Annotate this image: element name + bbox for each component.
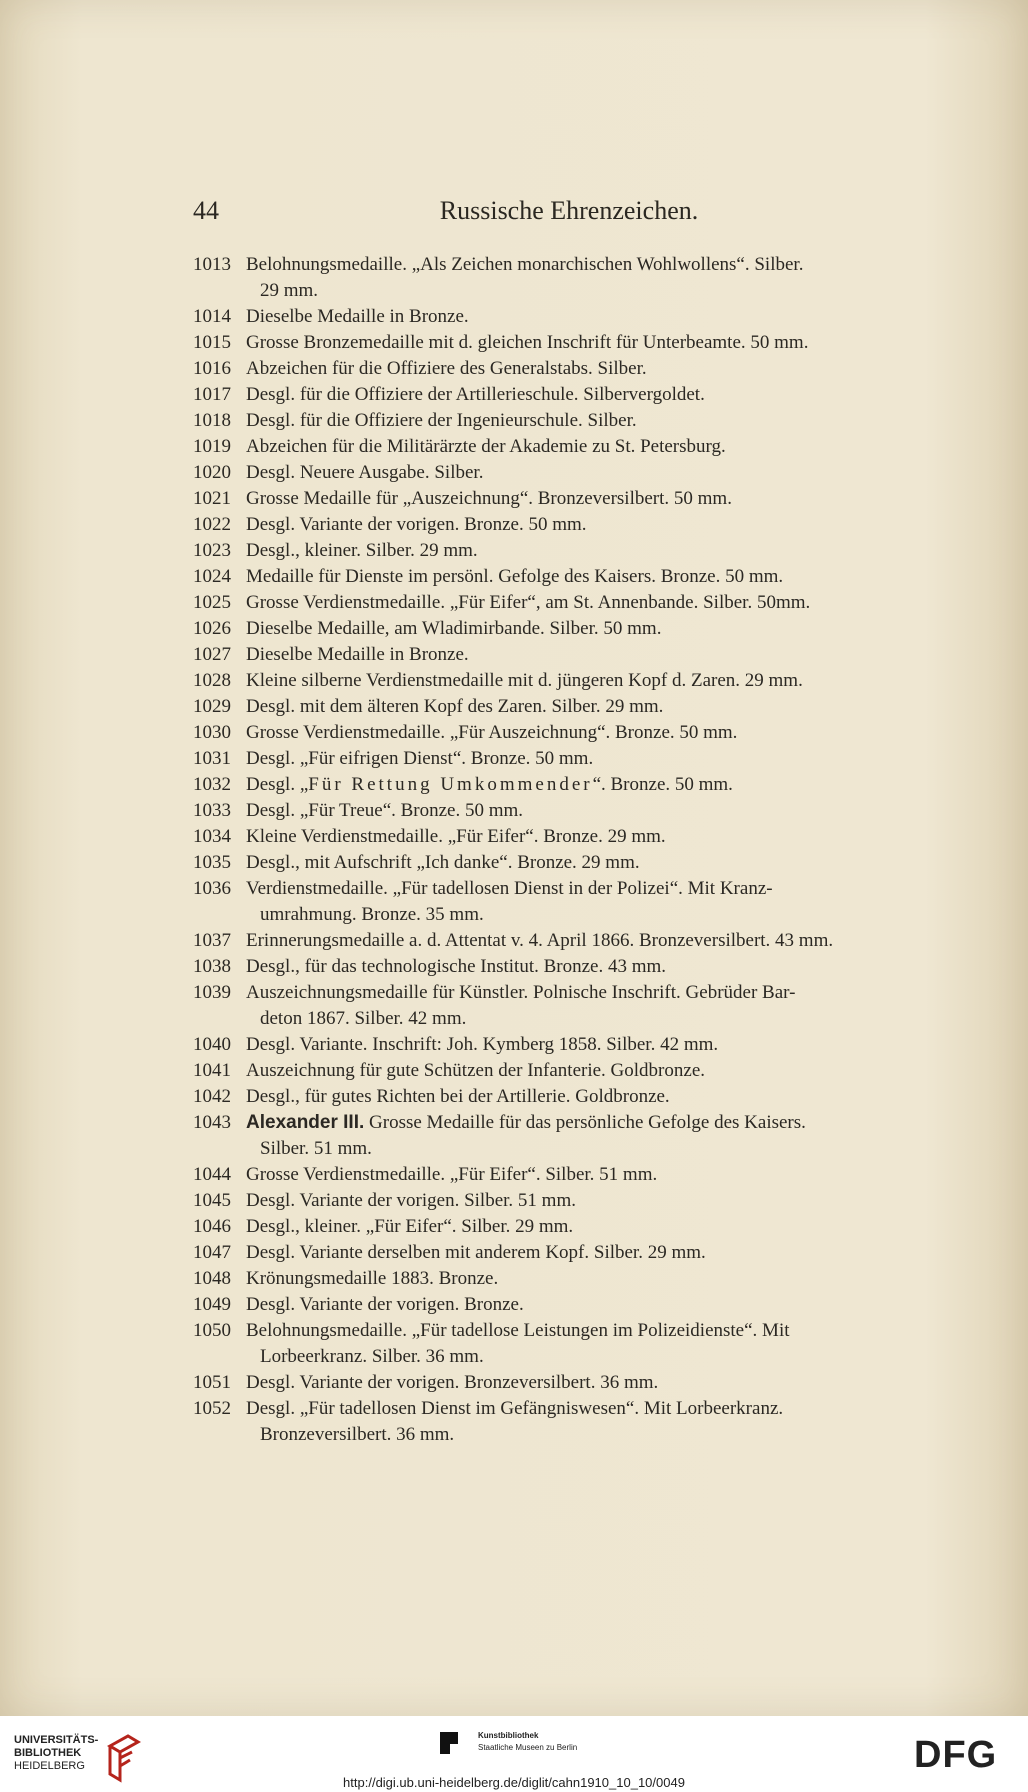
- catalog-entry: [193, 590, 945, 616]
- entry-text: Desgl., kleiner. „Für Eifer“. Silber. 29 mm.: [246, 1216, 574, 1237]
- catalog-entry: [193, 1214, 945, 1240]
- footer-bar: [0, 1716, 1028, 1792]
- catalog-entry: [193, 330, 945, 356]
- catalog-entries: [193, 252, 945, 1448]
- entry-number: 1019: [193, 436, 231, 457]
- catalog-entry: [193, 1396, 945, 1448]
- entry-number: 1047: [193, 1242, 231, 1263]
- entry-number: 1022: [193, 514, 231, 535]
- entry-description: [246, 876, 945, 928]
- entry-continuation: Silber. 51 mm.: [260, 1138, 372, 1159]
- entry-number: 1035: [193, 852, 231, 873]
- catalog-entry: [193, 564, 945, 590]
- ub-logo-line: BIBLIOTHEK: [14, 1747, 82, 1759]
- entry-text: Abzeichen für die Offiziere des Generalstabs. Silber.: [246, 358, 647, 379]
- entry-continuation: Bronzeversilbert. 36 mm.: [260, 1424, 455, 1445]
- entry-text: Belohnungsmedaille. „Für tadellose Leistungen im Polizeidienste“. Mit: [246, 1320, 790, 1341]
- entry-text: Dieselbe Medaille in Bronze.: [246, 644, 469, 665]
- entry-description: [246, 746, 945, 772]
- entry-description: [246, 356, 945, 382]
- entry-number: 1041: [193, 1060, 231, 1081]
- entry-text: Abzeichen für die Militärärzte der Akademie zu St. Petersburg.: [246, 436, 726, 457]
- catalog-entry: [193, 1084, 945, 1110]
- entry-number: 1042: [193, 1086, 231, 1107]
- entry-text: Dieselbe Medaille, am Wladimirbande. Silber. 50 mm.: [246, 618, 662, 639]
- catalog-entry: [193, 746, 945, 772]
- entry-number: 1030: [193, 722, 231, 743]
- catalog-entry: [193, 616, 945, 642]
- entry-description: [246, 954, 945, 980]
- entry-text: Kleine silberne Verdienstmedaille mit d. jüngeren Kopf d. Zaren. 29 mm.: [246, 670, 803, 691]
- entry-continuation: Lorbeerkranz. Silber. 36 mm.: [260, 1346, 484, 1367]
- entry-text: Desgl., kleiner. Silber. 29 mm.: [246, 540, 478, 561]
- entry-continuation: 29 mm.: [260, 280, 319, 301]
- catalog-entry: [193, 798, 945, 824]
- entry-description: [246, 850, 945, 876]
- entry-number: 1052: [193, 1398, 231, 1419]
- entry-description: [246, 642, 945, 668]
- entry-number: 1023: [193, 540, 231, 561]
- entry-description: [246, 1058, 945, 1084]
- kb-flag-icon: [438, 1730, 460, 1756]
- entry-text: Grosse Bronzemedaille mit d. gleichen Inschrift für Unterbeamte. 50 mm.: [246, 332, 809, 353]
- entry-description: [246, 382, 945, 408]
- entry-description: [246, 1162, 945, 1188]
- entry-description: [246, 1370, 945, 1396]
- entry-description: [246, 720, 945, 746]
- catalog-entry: [193, 876, 945, 928]
- entry-number: 1026: [193, 618, 231, 639]
- entry-text: Auszeichnung für gute Schützen der Infanterie. Goldbronze.: [246, 1060, 705, 1081]
- entry-description: [246, 980, 945, 1032]
- source-url-link[interactable]: http://digi.ub.uni-heidelberg.de/diglit/cahn1910_10_10/0049: [343, 1775, 685, 1790]
- catalog-entry: [193, 1318, 945, 1370]
- entry-number: 1044: [193, 1164, 231, 1185]
- catalog-entry: [193, 1058, 945, 1084]
- ruler-heading: Alexander III.: [246, 1112, 365, 1133]
- entry-description: [246, 824, 945, 850]
- kb-subtitle: Staatliche Museen zu Berlin: [478, 1743, 578, 1752]
- catalog-entry: [193, 512, 945, 538]
- entry-number: 1018: [193, 410, 231, 431]
- entry-number: 1050: [193, 1320, 231, 1341]
- entry-number: 1037: [193, 930, 231, 951]
- entry-description: [246, 1318, 945, 1370]
- entry-number: 1029: [193, 696, 231, 717]
- catalog-entry: [193, 460, 945, 486]
- entry-number: 1033: [193, 800, 231, 821]
- entry-text: Desgl., für das technologische Institut. Bronze. 43 mm.: [246, 956, 667, 977]
- entry-text: Desgl. „Für eifrigen Dienst“. Bronze. 50 mm.: [246, 748, 594, 769]
- catalog-entry: [193, 1188, 945, 1214]
- entry-text: Belohnungsmedaille. „Als Zeichen monarchischen Wohlwollens“. Silber.: [246, 254, 804, 275]
- catalog-entry: [193, 486, 945, 512]
- entry-description: [246, 772, 945, 798]
- catalog-entry: [193, 824, 945, 850]
- entry-description: [246, 1396, 945, 1448]
- entry-text: Desgl. Variante. Inschrift: Joh. Kymberg 1858. Silber. 42 mm.: [246, 1034, 719, 1055]
- entry-number: 1016: [193, 358, 231, 379]
- entry-description: [246, 668, 945, 694]
- entry-text: Kleine Verdienstmedaille. „Für Eifer“. Bronze. 29 mm.: [246, 826, 666, 847]
- entry-description: [246, 694, 945, 720]
- entry-text: Desgl., für gutes Richten bei der Artillerie. Goldbronze.: [246, 1086, 670, 1107]
- entry-text: Desgl. „Für Treue“. Bronze. 50 mm.: [246, 800, 524, 821]
- entry-number: 1038: [193, 956, 231, 977]
- entry-text: Desgl., mit Aufschrift „Ich danke“. Bronze. 29 mm.: [246, 852, 640, 873]
- entry-text: Desgl. „Für tadellosen Dienst im Gefängniswesen“. Mit Lorbeerkranz.: [246, 1398, 784, 1419]
- entry-description: [246, 928, 945, 954]
- entry-number: 1045: [193, 1190, 231, 1211]
- entry-description: [246, 512, 945, 538]
- entry-text: Grosse Verdienstmedaille. „Für Auszeichnung“. Bronze. 50 mm.: [246, 722, 738, 743]
- entry-number: 1046: [193, 1216, 231, 1237]
- entry-text: Grosse Medaille für das persönliche Gefolge des Kaisers.: [364, 1112, 806, 1133]
- entry-text: Desgl. Variante der vorigen. Bronzeversilbert. 36 mm.: [246, 1372, 659, 1393]
- entry-number: 1014: [193, 306, 231, 327]
- entry-text: Desgl. mit dem älteren Kopf des Zaren. Silber. 29 mm.: [246, 696, 664, 717]
- entry-text: Desgl. für die Offiziere der Ingenieurschule. Silber.: [246, 410, 637, 431]
- entry-number: 1015: [193, 332, 231, 353]
- entry-description: [246, 330, 945, 356]
- catalog-entry: [193, 642, 945, 668]
- catalog-entry: [193, 1162, 945, 1188]
- entry-text: Medaille für Dienste im persönl. Gefolge des Kaisers. Bronze. 50 mm.: [246, 566, 784, 587]
- catalog-entry: [193, 850, 945, 876]
- catalog-entry: [193, 1240, 945, 1266]
- dfg-logo[interactable]: DFG: [914, 1734, 998, 1776]
- entry-number: 1036: [193, 878, 231, 899]
- catalog-entry: [193, 1292, 945, 1318]
- entry-description: [246, 434, 945, 460]
- entry-description: [246, 1084, 945, 1110]
- catalog-entry: [193, 434, 945, 460]
- catalog-entry: [193, 1110, 945, 1162]
- page-title: Russische Ehrenzeichen.: [439, 196, 699, 225]
- entry-text: Desgl. Variante der vorigen. Silber. 51 mm.: [246, 1190, 576, 1211]
- entry-description: [246, 1214, 945, 1240]
- ub-heidelberg-logo[interactable]: [14, 1734, 98, 1773]
- entry-description: [246, 1032, 945, 1058]
- catalog-entry: [193, 382, 945, 408]
- ub-logo-line: UNIVERSITÄTS-: [14, 1734, 99, 1746]
- entry-number: 1048: [193, 1268, 231, 1289]
- entry-text: Desgl. Variante derselben mit anderem Kopf. Silber. 29 mm.: [246, 1242, 706, 1263]
- catalog-entry: [193, 304, 945, 330]
- catalog-entry: [193, 1032, 945, 1058]
- entry-description: [246, 486, 945, 512]
- entry-text: Desgl. Variante der vorigen. Bronze. 50 mm.: [246, 514, 587, 535]
- entry-description: [246, 1188, 945, 1214]
- entry-number: 1043: [193, 1112, 231, 1133]
- entry-text: Dieselbe Medaille in Bronze.: [246, 306, 469, 327]
- page-number: 44: [193, 196, 219, 225]
- catalog-entry: [193, 928, 945, 954]
- inscription-text: Für Rettung Umkommender: [308, 774, 593, 795]
- entry-text: Desgl. Variante der vorigen. Bronze.: [246, 1294, 524, 1315]
- kb-name: Kunstbibliothek: [478, 1731, 539, 1740]
- entry-description: [246, 252, 945, 304]
- catalog-entry: [193, 1266, 945, 1292]
- entry-text: Desgl. für die Offiziere der Artillerieschule. Silbervergoldet.: [246, 384, 705, 405]
- entry-number: 1028: [193, 670, 231, 691]
- entry-number: 1025: [193, 592, 231, 613]
- entry-text: Erinnerungsmedaille a. d. Attentat v. 4. April 1866. Bronzeversilbert. 43 mm.: [246, 930, 834, 951]
- entry-number: 1020: [193, 462, 231, 483]
- entry-text: Grosse Medaille für „Auszeichnung“. Bronzeversilbert. 50 mm.: [246, 488, 732, 509]
- entry-number: 1017: [193, 384, 231, 405]
- entry-text: Grosse Verdienstmedaille. „Für Eifer“, am St. Annenbande. Silber. 50mm.: [246, 592, 811, 613]
- entry-number: 1024: [193, 566, 231, 587]
- entry-number: 1051: [193, 1372, 231, 1393]
- entry-description: [246, 798, 945, 824]
- catalog-entry: [193, 980, 945, 1032]
- entry-number: 1049: [193, 1294, 231, 1315]
- entry-continuation: deton 1867. Silber. 42 mm.: [260, 1008, 467, 1029]
- entry-text: Verdienstmedaille. „Für tadellosen Dienst in der Polizei“. Mit Kranz-: [246, 878, 773, 899]
- running-header: [193, 196, 945, 226]
- catalog-entry: [193, 954, 945, 980]
- catalog-entry: [193, 252, 945, 304]
- catalog-entry: [193, 1370, 945, 1396]
- catalog-entry: [193, 538, 945, 564]
- entry-number: 1031: [193, 748, 231, 769]
- entry-number: 1040: [193, 1034, 231, 1055]
- entry-text: Krönungsmedaille 1883. Bronze.: [246, 1268, 499, 1289]
- catalog-entry: [193, 356, 945, 382]
- entry-number: 1034: [193, 826, 231, 847]
- entry-description: [246, 408, 945, 434]
- catalog-entry: [193, 772, 945, 798]
- entry-number: 1021: [193, 488, 231, 509]
- entry-description: [246, 1266, 945, 1292]
- entry-text: Grosse Verdienstmedaille. „Für Eifer“. Silber. 51 mm.: [246, 1164, 658, 1185]
- entry-number: 1032: [193, 774, 231, 795]
- entry-description: [246, 1110, 945, 1162]
- entry-description: [246, 564, 945, 590]
- entry-description: [246, 538, 945, 564]
- catalog-entry: [193, 694, 945, 720]
- entry-description: [246, 1292, 945, 1318]
- entry-number: 1013: [193, 254, 231, 275]
- ub-logo-line: HEIDELBERG: [14, 1760, 85, 1772]
- entry-number: 1027: [193, 644, 231, 665]
- entry-description: [246, 304, 945, 330]
- entry-description: [246, 616, 945, 642]
- entry-number: 1039: [193, 982, 231, 1003]
- catalog-entry: [193, 408, 945, 434]
- entry-text: Auszeichnungsmedaille für Künstler. Polnische Inschrift. Gebrüder Bar-: [246, 982, 796, 1003]
- entry-description: [246, 460, 945, 486]
- entry-description: [246, 1240, 945, 1266]
- catalog-entry: [193, 720, 945, 746]
- entry-continuation: umrahmung. Bronze. 35 mm.: [260, 904, 484, 925]
- catalog-entry: [193, 668, 945, 694]
- entry-text: “. Bronze. 50 mm.: [592, 774, 733, 795]
- entry-description: [246, 590, 945, 616]
- entry-text: Desgl. Neuere Ausgabe. Silber.: [246, 462, 484, 483]
- entry-text: Desgl. „: [246, 774, 309, 795]
